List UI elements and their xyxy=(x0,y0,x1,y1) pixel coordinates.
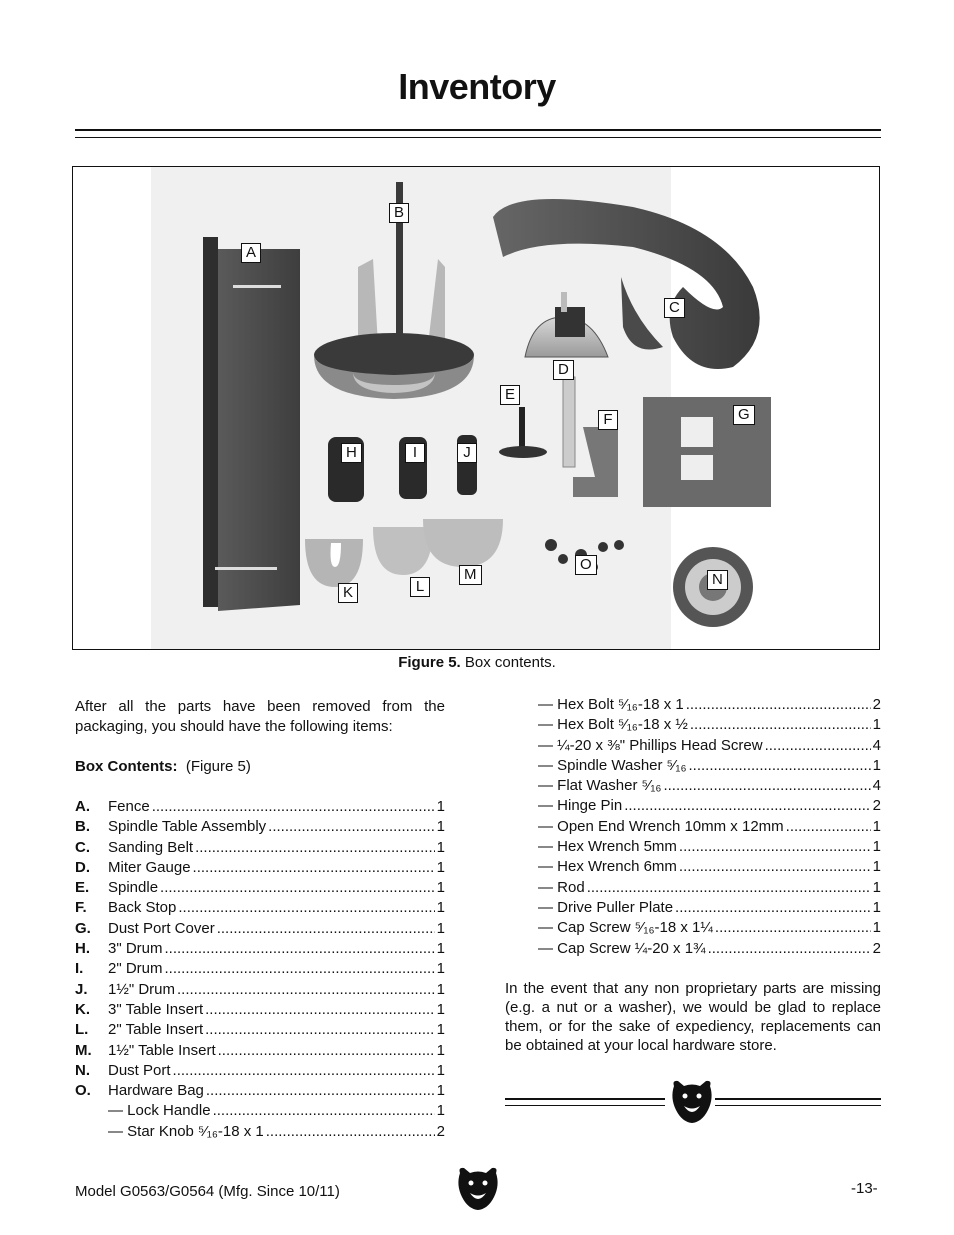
right-column xyxy=(505,695,881,1070)
list-item xyxy=(505,817,881,837)
item-name: — Cap Screw ¼-20 x 1¾ xyxy=(538,939,706,957)
item-name: Miter Gauge xyxy=(108,858,191,876)
list-item xyxy=(505,695,881,715)
item-key: A. xyxy=(75,798,90,815)
figure-label-e: E xyxy=(500,385,520,405)
list-item xyxy=(75,959,445,979)
list-item xyxy=(75,797,445,817)
item-key: B. xyxy=(75,818,90,836)
item-quantity: 2 xyxy=(872,696,881,713)
item-quantity: 2 xyxy=(872,939,881,957)
leader-dots xyxy=(205,1020,435,1040)
leader-dots xyxy=(708,939,871,959)
item-name: — Rod xyxy=(538,878,585,896)
item-name: — Flat Washer ⁵⁄₁₆ xyxy=(538,777,662,795)
item-quantity: 1 xyxy=(436,1061,445,1079)
list-item xyxy=(75,1061,445,1081)
item-quantity: 1 xyxy=(436,1041,445,1059)
item-quantity: 1 xyxy=(872,838,881,856)
list-item xyxy=(505,857,881,877)
list-item xyxy=(75,1101,445,1121)
leader-dots xyxy=(679,837,871,857)
item-quantity: 1 xyxy=(436,798,445,815)
item-name: — ¼-20 x ⅜" Phillips Head Screw xyxy=(538,736,763,754)
page-title: Inventory xyxy=(398,66,556,107)
leader-dots xyxy=(206,1081,435,1101)
leader-dots xyxy=(213,1101,435,1121)
item-quantity: 1 xyxy=(436,818,445,836)
footer-bear-logo-icon xyxy=(456,1165,500,1211)
figure-label-f: F xyxy=(598,410,618,430)
list-item xyxy=(75,980,445,1000)
list-item xyxy=(75,898,445,918)
item-quantity: 1 xyxy=(436,858,445,876)
list-item xyxy=(505,878,881,898)
item-key: F. xyxy=(75,899,87,917)
item-quantity: 1 xyxy=(872,817,881,835)
item-name: 1½" Drum xyxy=(108,980,176,998)
list-item xyxy=(75,878,445,898)
item-name: — Drive Puller Plate xyxy=(538,898,674,916)
list-item xyxy=(75,1041,445,1061)
leader-dots xyxy=(715,918,871,938)
item-name: Hardware Bag xyxy=(108,1082,204,1100)
leader-dots xyxy=(193,858,435,878)
figure-label-h: H xyxy=(341,443,362,463)
leader-dots xyxy=(165,939,435,959)
list-item xyxy=(75,838,445,858)
list-item xyxy=(505,796,881,816)
list-item xyxy=(505,939,881,959)
leader-dots xyxy=(587,878,871,898)
list-item xyxy=(75,939,445,959)
item-key: L. xyxy=(75,1021,89,1039)
item-quantity: 1 xyxy=(436,1102,445,1120)
list-item xyxy=(75,858,445,878)
leader-dots xyxy=(218,1041,435,1061)
item-name: 3" Drum xyxy=(108,940,163,958)
end-rule-left xyxy=(505,1098,665,1100)
item-quantity: 4 xyxy=(872,777,881,795)
leader-dots xyxy=(624,796,870,816)
figure-label-i: I xyxy=(405,443,425,463)
figure-label-b: B xyxy=(389,203,409,223)
item-key: J. xyxy=(75,980,88,998)
item-quantity: 1 xyxy=(872,716,881,734)
leader-dots xyxy=(268,817,435,837)
leader-dots xyxy=(765,736,871,756)
figure-label-k: K xyxy=(338,583,358,603)
item-quantity: 1 xyxy=(872,898,881,916)
figure-label-l: L xyxy=(410,577,430,597)
list-item xyxy=(505,715,881,735)
item-quantity: 1 xyxy=(436,899,445,917)
item-quantity: 1 xyxy=(436,980,445,998)
item-name: — Hinge Pin xyxy=(538,797,623,815)
notice-paragraph: In the event that any non proprietary parts are missing (e.g. a nut or a washer), we would be glad to replace them, or for the sake of expediency, replacements can be obtained at your local hardware store. xyxy=(505,979,881,1054)
item-quantity: 1 xyxy=(436,838,445,856)
item-quantity: 2 xyxy=(436,1122,445,1140)
end-rule-left-thin xyxy=(505,1105,665,1106)
item-quantity: 1 xyxy=(872,878,881,896)
leader-dots xyxy=(266,1122,435,1142)
item-key: M. xyxy=(75,1041,92,1059)
leader-dots xyxy=(675,898,871,918)
item-name: — Open End Wrench 10mm x 12mm xyxy=(538,817,784,835)
hardware-list-left xyxy=(75,1101,445,1142)
item-name: Spindle Table Assembly xyxy=(108,818,267,836)
list-item xyxy=(75,1081,445,1101)
item-key: E. xyxy=(75,879,90,897)
item-quantity: 4 xyxy=(872,736,881,754)
leader-dots xyxy=(160,878,435,898)
item-name: Sanding Belt xyxy=(108,838,194,856)
figure-label-a: A xyxy=(241,243,261,263)
leader-dots xyxy=(205,1000,435,1020)
leader-dots xyxy=(679,857,871,877)
leader-dots xyxy=(663,776,870,796)
parts-list xyxy=(75,797,445,1101)
item-name: 3" Table Insert xyxy=(108,1000,204,1018)
item-name: — Hex Bolt ⁵⁄₁₆-18 x 1 xyxy=(538,696,684,713)
figure-label-d: D xyxy=(553,360,574,380)
figure-caption xyxy=(0,654,954,671)
item-name: — Hex Wrench 5mm xyxy=(538,838,677,856)
figure-caption-number: Figure 5. xyxy=(398,654,461,671)
item-name: — Star Knob ⁵⁄₁₆-18 x 1 xyxy=(108,1122,264,1140)
leader-dots xyxy=(689,756,871,776)
item-quantity: 2 xyxy=(872,797,881,815)
left-column xyxy=(75,697,445,1142)
footer-model: Model G0563/G0564 (Mfg. Since 10/11) xyxy=(75,1183,340,1200)
bear-logo-icon xyxy=(670,1078,714,1124)
item-quantity: 1 xyxy=(872,756,881,774)
leader-dots xyxy=(178,898,434,918)
item-name: Spindle xyxy=(108,879,159,897)
list-item xyxy=(505,736,881,756)
item-quantity: 1 xyxy=(436,960,445,978)
item-name: — Spindle Washer ⁵⁄₁₆ xyxy=(538,756,687,774)
leader-dots xyxy=(217,919,435,939)
item-quantity: 1 xyxy=(436,1000,445,1018)
leader-dots xyxy=(152,797,435,817)
title-rule xyxy=(75,129,881,131)
figure-label-m: M xyxy=(459,565,482,585)
figure-caption-text: Box contents. xyxy=(460,654,556,671)
item-quantity: 1 xyxy=(872,858,881,876)
item-name: — Cap Screw ⁵⁄₁₆-18 x 1¼ xyxy=(538,919,713,937)
item-key: I. xyxy=(75,960,84,978)
leader-dots xyxy=(686,695,871,715)
list-item xyxy=(75,919,445,939)
item-quantity: 1 xyxy=(436,879,445,897)
list-item xyxy=(75,1122,445,1142)
list-item xyxy=(505,918,881,938)
intro-paragraph: After all the parts have been removed from the packaging, you should have the following items: xyxy=(75,698,445,735)
list-item xyxy=(505,776,881,796)
item-key: H. xyxy=(75,940,90,958)
item-name: — Lock Handle xyxy=(108,1102,211,1120)
figure-label-o: O xyxy=(575,555,597,575)
item-name: 2" Table Insert xyxy=(108,1021,204,1039)
list-item xyxy=(505,898,881,918)
item-name: — Hex Wrench 6mm xyxy=(538,858,677,876)
item-name: Fence xyxy=(108,798,150,815)
item-name: — Hex Bolt ⁵⁄₁₆-18 x ½ xyxy=(538,716,688,734)
figure-label-j: J xyxy=(457,443,477,463)
item-name: Dust Port xyxy=(108,1061,171,1079)
list-item xyxy=(505,756,881,776)
box-contents-figure xyxy=(72,166,880,650)
item-key: D. xyxy=(75,858,90,876)
list-item xyxy=(75,817,445,837)
end-rule-right-thin xyxy=(715,1105,881,1106)
leader-dots xyxy=(690,715,871,735)
figure-label-g: G xyxy=(733,405,755,425)
list-item xyxy=(505,837,881,857)
end-rule-right xyxy=(715,1098,881,1100)
figure-label-n: N xyxy=(707,570,728,590)
item-name: 1½" Table Insert xyxy=(108,1041,216,1059)
item-quantity: 1 xyxy=(436,1021,445,1039)
figure-label-c: C xyxy=(664,298,685,318)
item-name: Back Stop xyxy=(108,899,177,917)
item-quantity: 1 xyxy=(872,919,881,937)
leader-dots xyxy=(165,959,435,979)
item-name: Dust Port Cover xyxy=(108,919,215,937)
list-item xyxy=(75,1000,445,1020)
item-key: K. xyxy=(75,1000,90,1018)
item-key: G. xyxy=(75,919,91,937)
item-name: 2" Drum xyxy=(108,960,163,978)
leader-dots xyxy=(177,980,435,1000)
item-quantity: 1 xyxy=(436,940,445,958)
leader-dots xyxy=(786,817,871,837)
item-quantity: 1 xyxy=(436,919,445,937)
title-rule-thin xyxy=(75,137,881,138)
box-contents-heading: Box Contents: (Figure 5) xyxy=(75,758,251,775)
page-number: -13- xyxy=(851,1180,878,1197)
item-quantity: 1 xyxy=(436,1082,445,1100)
list-item xyxy=(75,1020,445,1040)
item-key: O. xyxy=(75,1082,91,1100)
leader-dots xyxy=(173,1061,435,1081)
item-key: C. xyxy=(75,838,90,856)
item-key: N. xyxy=(75,1061,90,1079)
leader-dots xyxy=(195,838,435,858)
hardware-list-right xyxy=(505,695,881,959)
